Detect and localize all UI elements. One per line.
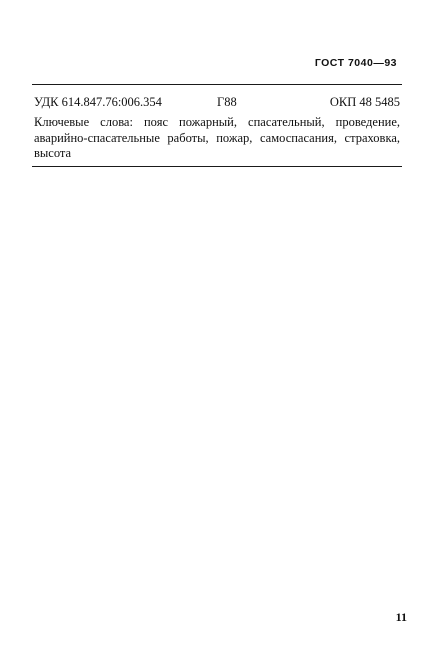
udk-code: УДК 614.847.76:006.354 — [34, 95, 162, 109]
standard-designation: ГОСТ 7040—93 — [314, 57, 397, 69]
group-code: Г88 — [217, 95, 237, 109]
okp-code: ОКП 48 5485 — [329, 95, 400, 109]
keywords-paragraph: Ключевые слова: пояс пожарный, спасательный, проведение, аварийно-спасательные работы, пожар, самоспасания, страховка, высота — [34, 115, 400, 160]
top-divider — [32, 84, 402, 85]
bottom-divider — [32, 166, 402, 167]
page-number: 11 — [395, 610, 407, 624]
